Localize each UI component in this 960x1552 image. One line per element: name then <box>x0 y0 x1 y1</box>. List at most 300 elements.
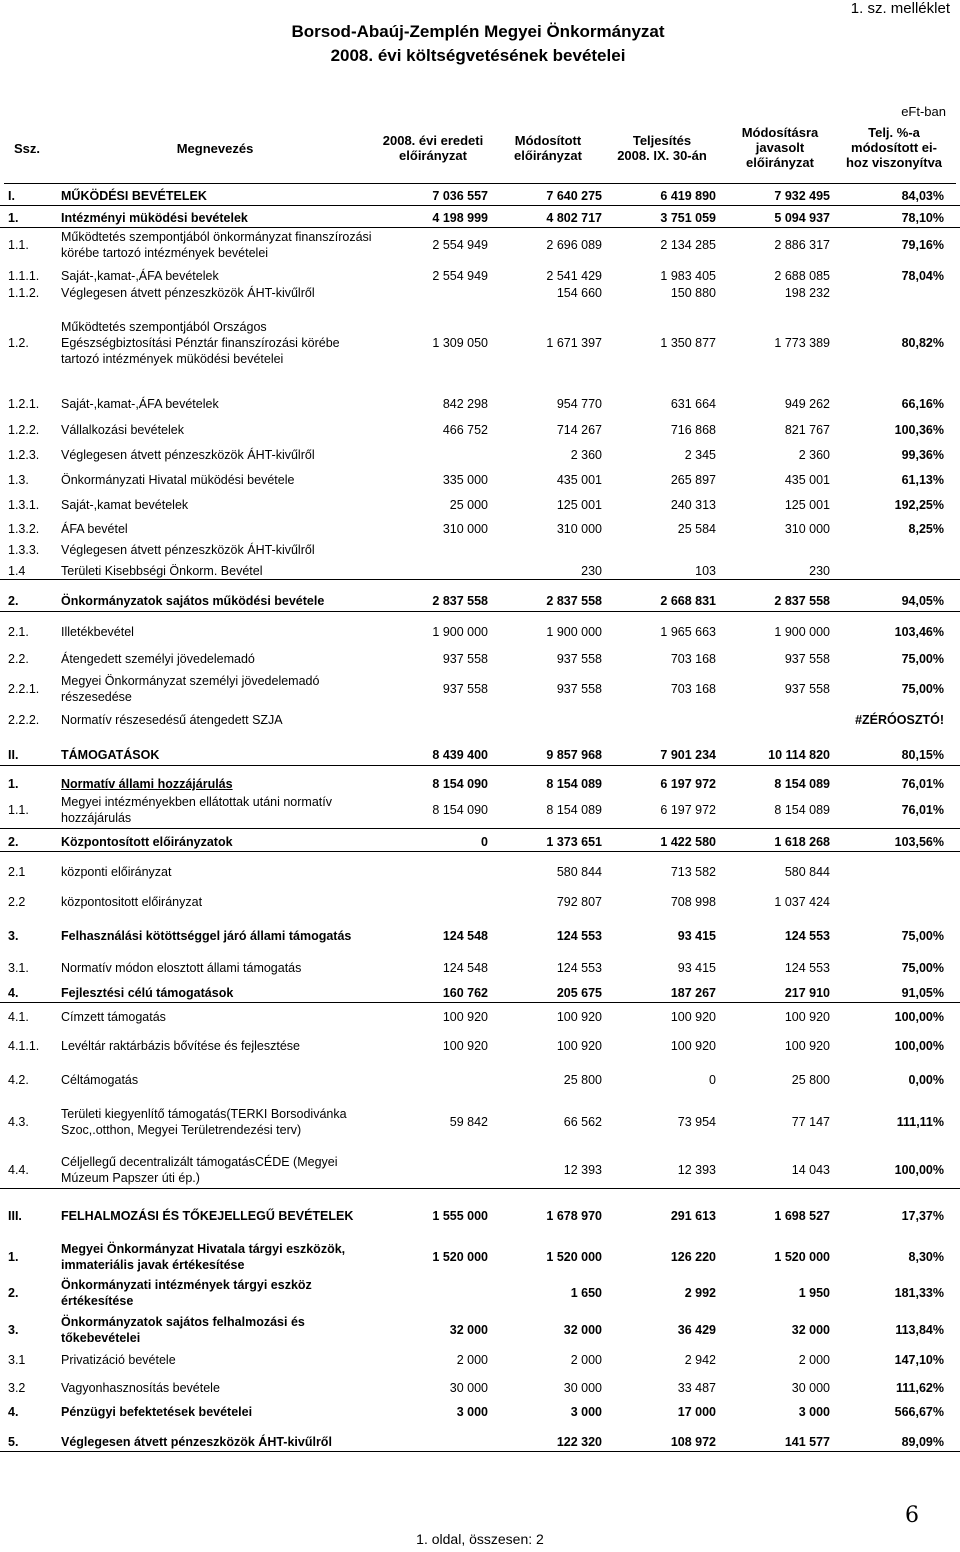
row-name: Fejlesztési célú támogatások <box>61 986 234 1000</box>
table-row <box>0 1275 960 1311</box>
performance-percent: 103,56% <box>894 835 944 849</box>
performance-percent: 181,33% <box>894 1286 944 1300</box>
table-row <box>0 209 960 228</box>
performance-percent: 89,09% <box>901 1435 944 1449</box>
proposed-estimate: 230 <box>809 564 830 578</box>
row-number: 1.2. <box>8 336 29 350</box>
proposed-estimate: 198 232 <box>784 286 830 300</box>
row-name: Önkormányzatok sajátos működési bevétele <box>61 594 325 608</box>
actual-performance: 100 920 <box>670 1039 716 1053</box>
row-number: 2.1. <box>8 625 29 639</box>
table-row <box>0 1403 960 1421</box>
performance-percent: 91,05% <box>901 986 944 1000</box>
modified-estimate: 2 541 429 <box>546 269 602 283</box>
table-row <box>0 1071 960 1089</box>
actual-performance: 291 613 <box>670 1209 716 1223</box>
row-name: Átengedett személyi jövedelemadó <box>61 652 255 666</box>
row-name: Véglegesen átvett pénzeszközök ÁHT-kivűlről <box>61 1435 332 1449</box>
actual-performance: 631 664 <box>670 397 716 411</box>
actual-performance: 7 901 234 <box>660 748 716 762</box>
actual-performance: 33 487 <box>677 1381 716 1395</box>
performance-percent: 147,10% <box>894 1353 944 1367</box>
row-number: 2. <box>8 594 19 608</box>
actual-performance: 2 992 <box>684 1286 716 1300</box>
original-estimate: 124 548 <box>442 961 488 975</box>
original-estimate: 8 154 090 <box>432 803 488 817</box>
modified-estimate: 954 770 <box>556 397 602 411</box>
table-row <box>0 471 960 489</box>
actual-performance: 6 197 972 <box>660 803 716 817</box>
modified-estimate: 122 320 <box>556 1435 602 1449</box>
actual-performance: 12 393 <box>677 1163 716 1177</box>
performance-percent: 100,36% <box>894 423 944 437</box>
performance-percent: 80,82% <box>901 336 944 350</box>
proposed-estimate: 949 262 <box>784 397 830 411</box>
table-row <box>0 520 960 538</box>
row-name: Működtetés szempontjából Országos Egészségbiztosítási Pénztár finanszírozási körébe tartozó intézmények müködési bevételei <box>61 320 340 366</box>
performance-percent: 8,30% <box>908 1250 944 1264</box>
actual-performance: 240 313 <box>670 498 716 512</box>
actual-performance: 2 942 <box>684 1353 716 1367</box>
proposed-estimate: 1 037 424 <box>774 895 830 909</box>
row-number: 2. <box>8 1286 19 1300</box>
modified-estimate: 1 671 397 <box>546 336 602 350</box>
modified-estimate: 1 520 000 <box>546 1250 602 1264</box>
modified-estimate: 1 678 970 <box>546 1209 602 1223</box>
row-name: Működtetés szempontjából önkormányzat finanszírozási körébe tartozó intézmények bevételei <box>61 230 372 260</box>
original-estimate: 937 558 <box>442 652 488 666</box>
table-row <box>0 496 960 514</box>
row-name: Saját-,kamat-,ÁFA bevételek <box>61 397 219 411</box>
row-name: Véglegesen átvett pénzeszközök ÁHT-kivűlről <box>61 543 315 557</box>
row-name: Pénzügyi befektetések bevételei <box>61 1405 253 1419</box>
row-name: Önkormányzati Hivatal müködési bevétele <box>61 473 295 487</box>
row-name: Vagyonhasznosítás bevétele <box>61 1381 220 1395</box>
row-number: 3. <box>8 1323 19 1337</box>
proposed-estimate: 310 000 <box>784 522 830 536</box>
original-estimate: 32 000 <box>449 1323 488 1337</box>
original-estimate: 100 920 <box>442 1039 488 1053</box>
modified-estimate: 2 696 089 <box>546 238 602 252</box>
proposed-estimate: 30 000 <box>791 1381 830 1395</box>
performance-percent: 99,36% <box>901 448 944 462</box>
row-name: TÁMOGATÁSOK <box>61 748 160 762</box>
original-estimate: 0 <box>481 835 488 849</box>
table-row <box>0 1152 960 1189</box>
column-header-name: Megnevezés <box>176 141 254 156</box>
row-number: 4.4. <box>8 1163 29 1177</box>
actual-performance: 187 267 <box>670 986 716 1000</box>
proposed-estimate: 217 910 <box>784 986 830 1000</box>
proposed-estimate: 124 553 <box>784 961 830 975</box>
proposed-estimate: 937 558 <box>784 682 830 696</box>
actual-performance: 2 134 285 <box>660 238 716 252</box>
performance-percent: 75,00% <box>901 929 944 943</box>
modified-estimate: 124 553 <box>556 961 602 975</box>
original-estimate: 100 920 <box>442 1010 488 1024</box>
actual-performance: 100 920 <box>670 1010 716 1024</box>
table-row <box>0 623 960 641</box>
row-name: központi előirányzat <box>61 865 172 879</box>
row-number: 3.2 <box>8 1381 26 1395</box>
actual-performance: 2 668 831 <box>660 594 716 608</box>
row-number: 4.1. <box>8 1010 29 1024</box>
performance-percent: 79,16% <box>901 238 944 252</box>
row-number: 3. <box>8 929 19 943</box>
modified-estimate: 8 154 089 <box>546 803 602 817</box>
row-name: Saját-,kamat bevételek <box>61 498 189 512</box>
row-name: Felhasználási kötöttséggel járó állami támogatás <box>61 929 352 943</box>
performance-percent: 113,84% <box>895 1323 944 1337</box>
row-name: központositott előirányzat <box>61 895 203 909</box>
row-number: 2.2. <box>8 652 29 666</box>
table-row <box>0 671 960 707</box>
table-row <box>0 833 960 852</box>
modified-estimate: 4 802 717 <box>546 211 602 225</box>
row-number: 2.2.1. <box>8 682 40 696</box>
actual-performance: 6 419 890 <box>660 189 716 203</box>
performance-percent: 75,00% <box>901 682 944 696</box>
row-name: MŰKÖDÉSI BEVÉTELEK <box>61 189 207 203</box>
actual-performance: 108 972 <box>670 1435 716 1449</box>
original-estimate: 4 198 999 <box>432 211 488 225</box>
row-name: Privatizáció bevétele <box>61 1353 176 1367</box>
actual-performance: 6 197 972 <box>660 777 716 791</box>
row-number: 1.1. <box>8 803 29 817</box>
unit-label: eFt-ban <box>901 104 946 119</box>
table-row <box>0 745 960 766</box>
row-name: Területi kiegyenlítő támogatás(TERKI Borsodivánka Szoc,.otthon, Megyei Területrendezési terv) <box>61 1107 347 1137</box>
row-name: Saját-,kamat-,ÁFA bevételek <box>61 269 219 283</box>
modified-estimate: 100 920 <box>556 1039 602 1053</box>
table-row <box>0 395 960 413</box>
column-header-modified: Módosított előirányzat <box>514 133 582 163</box>
table-row <box>0 187 960 206</box>
table-row <box>0 563 960 580</box>
actual-performance: 1 350 877 <box>660 336 716 350</box>
table-row <box>0 959 960 977</box>
performance-percent: 111,11% <box>896 1115 944 1129</box>
original-estimate: 8 439 400 <box>432 748 488 762</box>
row-number: 1.2.2. <box>8 423 40 437</box>
original-estimate: 2 837 558 <box>432 594 488 608</box>
original-estimate: 1 900 000 <box>432 625 488 639</box>
actual-performance: 150 880 <box>670 286 716 300</box>
table-row <box>0 1097 960 1147</box>
modified-estimate: 937 558 <box>556 652 602 666</box>
proposed-estimate: 2 000 <box>798 1353 830 1367</box>
row-name: Önkormányzati intézmények tárgyi eszköz értékesítése <box>61 1278 312 1308</box>
row-name: Központosított előirányzatok <box>61 835 233 849</box>
page-footer: 1. oldal, összesen: 2 <box>416 1531 544 1547</box>
table-row <box>0 1433 960 1452</box>
performance-percent: 76,01% <box>901 777 944 791</box>
document-subtitle: 2008. évi költségvetésének bevételei <box>330 46 626 65</box>
row-name: Megyei Önkormányzat személyi jövedelemadó részesedése <box>61 674 320 704</box>
proposed-estimate: 124 553 <box>784 929 830 943</box>
performance-percent: 75,00% <box>901 652 944 666</box>
row-number: I. <box>8 189 15 203</box>
document-title: Borsod-Abaúj-Zemplén Megyei Önkormányzat <box>291 22 665 41</box>
actual-performance: 103 <box>695 564 716 578</box>
modified-estimate: 937 558 <box>556 682 602 696</box>
table-row <box>0 1312 960 1348</box>
row-number: 1.1. <box>8 238 29 252</box>
original-estimate: 3 000 <box>456 1405 488 1419</box>
modified-estimate: 1 900 000 <box>546 625 602 639</box>
performance-percent: 0,00% <box>908 1073 944 1087</box>
actual-performance: 93 415 <box>677 961 716 975</box>
row-number: 3.1 <box>8 1353 26 1367</box>
table-row <box>0 1008 960 1026</box>
row-name: Címzett támogatás <box>61 1010 166 1024</box>
row-number: 1.1.1. <box>8 269 40 283</box>
row-number: 3.1. <box>8 961 29 975</box>
row-name: Megyei Önkormányzat Hivatala tárgyi eszközök, immateriális javak értékesítése <box>61 1242 346 1272</box>
modified-estimate: 2 837 558 <box>546 594 602 608</box>
proposed-estimate: 100 920 <box>784 1039 830 1053</box>
modified-estimate: 100 920 <box>556 1010 602 1024</box>
table-row <box>0 711 960 729</box>
original-estimate: 1 555 000 <box>432 1209 488 1223</box>
modified-estimate: 125 001 <box>556 498 602 512</box>
actual-performance: 703 168 <box>670 652 716 666</box>
performance-percent: 8,25% <box>908 522 944 536</box>
table-row <box>0 1198 960 1234</box>
row-number: 4. <box>8 986 19 1000</box>
table-row <box>0 542 960 558</box>
original-estimate: 160 762 <box>442 986 488 1000</box>
performance-percent: 75,00% <box>901 961 944 975</box>
row-number: 2.2 <box>8 895 26 909</box>
row-number: 1.3.1. <box>8 498 40 512</box>
row-number: III. <box>8 1209 22 1223</box>
proposed-estimate: 1 520 000 <box>774 1250 830 1264</box>
proposed-estimate: 2 886 317 <box>774 238 830 252</box>
modified-estimate: 435 001 <box>556 473 602 487</box>
original-estimate: 124 548 <box>442 929 488 943</box>
modified-estimate: 792 807 <box>556 895 602 909</box>
proposed-estimate: 435 001 <box>784 473 830 487</box>
proposed-estimate: 7 932 495 <box>774 189 830 203</box>
row-number: 4. <box>8 1405 19 1419</box>
modified-estimate: 1 373 651 <box>546 835 602 849</box>
actual-performance: 25 584 <box>677 522 716 536</box>
performance-percent: 100,00% <box>894 1163 944 1177</box>
modified-estimate: 25 800 <box>563 1073 602 1087</box>
performance-percent: 100,00% <box>894 1039 944 1053</box>
proposed-estimate: 8 154 089 <box>774 803 830 817</box>
original-estimate: 842 298 <box>442 397 488 411</box>
original-estimate: 466 752 <box>442 423 488 437</box>
actual-performance: 126 220 <box>670 1250 716 1264</box>
table-row <box>0 1037 960 1055</box>
original-estimate: 2 554 949 <box>432 269 488 283</box>
row-name: Intézményi müködési bevételek <box>61 211 248 225</box>
modified-estimate: 32 000 <box>563 1323 602 1337</box>
row-number: 2.2.2. <box>8 713 40 727</box>
table-row <box>0 1239 960 1275</box>
modified-estimate: 8 154 089 <box>546 777 602 791</box>
original-estimate: 310 000 <box>442 522 488 536</box>
proposed-estimate: 2 837 558 <box>774 594 830 608</box>
table-row <box>0 268 960 284</box>
row-name: FELHALMOZÁSI ÉS TŐKEJELLEGŰ BEVÉTELEK <box>61 1209 354 1223</box>
proposed-estimate: 2 360 <box>798 448 830 462</box>
row-name: Normatív részesedésű átengedett SZJA <box>61 713 283 727</box>
proposed-estimate: 8 154 089 <box>774 777 830 791</box>
performance-percent: 192,25% <box>894 498 944 512</box>
actual-performance: 93 415 <box>677 929 716 943</box>
original-estimate: 59 842 <box>449 1115 488 1129</box>
performance-percent: 80,15% <box>901 748 944 762</box>
performance-percent: 566,67% <box>894 1405 944 1419</box>
proposed-estimate: 1 950 <box>798 1286 830 1300</box>
proposed-estimate: 100 920 <box>784 1010 830 1024</box>
row-number: 1.1.2. <box>8 286 40 300</box>
modified-estimate: 2 360 <box>570 448 602 462</box>
proposed-estimate: 2 688 085 <box>774 269 830 283</box>
row-number: 1. <box>8 777 19 791</box>
original-estimate: 30 000 <box>449 1381 488 1395</box>
actual-performance: 17 000 <box>677 1405 716 1419</box>
actual-performance: 3 751 059 <box>660 211 716 225</box>
row-number: 1.4 <box>8 564 26 578</box>
performance-percent: 61,13% <box>901 473 944 487</box>
column-header-ssz: Ssz. <box>13 141 40 156</box>
table-row <box>0 650 960 668</box>
original-estimate: 8 154 090 <box>432 777 488 791</box>
performance-percent: 84,03% <box>901 189 944 203</box>
modified-estimate: 205 675 <box>556 986 602 1000</box>
actual-performance: 73 954 <box>677 1115 716 1129</box>
proposed-estimate: 77 147 <box>791 1115 830 1129</box>
actual-performance: 713 582 <box>670 865 716 879</box>
table-row <box>0 893 960 911</box>
row-name: Vállalkozási bevételek <box>61 423 184 437</box>
original-estimate: 7 036 557 <box>432 189 488 203</box>
performance-percent: 100,00% <box>894 1010 944 1024</box>
performance-percent: 111,62% <box>896 1381 944 1395</box>
actual-performance: 716 868 <box>670 423 716 437</box>
row-name: Önkormányzatok sajátos felhalmozási és tőkebevételei <box>61 1315 305 1345</box>
column-header-original: 2008. évi eredeti előirányzat <box>382 133 484 163</box>
modified-estimate: 310 000 <box>556 522 602 536</box>
original-estimate: 937 558 <box>442 682 488 696</box>
proposed-estimate: 1 618 268 <box>774 835 830 849</box>
original-estimate: 1 309 050 <box>432 336 488 350</box>
proposed-estimate: 821 767 <box>784 423 830 437</box>
table-row <box>0 775 960 793</box>
row-number: II. <box>8 748 19 762</box>
annex-label: 1. sz. melléklet <box>850 0 950 17</box>
actual-performance: 36 429 <box>677 1323 716 1337</box>
modified-estimate: 1 650 <box>570 1286 602 1300</box>
table-row <box>0 1351 960 1369</box>
original-estimate: 1 520 000 <box>432 1250 488 1264</box>
original-estimate: 2 554 949 <box>432 238 488 252</box>
proposed-estimate: 937 558 <box>784 652 830 666</box>
row-name: Normatív állami hozzájárulás <box>61 777 233 791</box>
row-name: ÁFA bevétel <box>61 522 128 536</box>
row-number: 2. <box>8 835 19 849</box>
row-number: 5. <box>8 1435 19 1449</box>
row-number: 1. <box>8 1250 19 1264</box>
modified-estimate: 580 844 <box>556 865 602 879</box>
performance-percent: 94,05% <box>901 594 944 608</box>
actual-performance: 0 <box>709 1073 716 1087</box>
modified-estimate: 2 000 <box>570 1353 602 1367</box>
proposed-estimate: 5 094 937 <box>774 211 830 225</box>
table-row <box>0 421 960 439</box>
modified-estimate: 7 640 275 <box>546 189 602 203</box>
performance-percent: 76,01% <box>901 803 944 817</box>
row-name: Illetékbevétel <box>61 625 134 639</box>
actual-performance: 2 345 <box>684 448 716 462</box>
proposed-estimate: 141 577 <box>784 1435 830 1449</box>
modified-estimate: 66 562 <box>563 1115 602 1129</box>
performance-percent: 103,46% <box>894 625 944 639</box>
row-name: Céltámogatás <box>61 1073 139 1087</box>
table-row <box>0 792 960 829</box>
modified-estimate: 714 267 <box>556 423 602 437</box>
row-number: 1.2.1. <box>8 397 40 411</box>
row-number: 2.1 <box>8 865 26 879</box>
header-divider <box>4 183 956 184</box>
actual-performance: 703 168 <box>670 682 716 696</box>
original-estimate: 335 000 <box>442 473 488 487</box>
row-name: Normatív módon elosztott állami támogatás <box>61 961 302 975</box>
proposed-estimate: 1 900 000 <box>774 625 830 639</box>
modified-estimate: 3 000 <box>570 1405 602 1419</box>
row-name: Céljellegű decentralizált támogatásCÉDE (Megyei Múzeum Papszer úti ép.) <box>61 1155 338 1185</box>
column-header-proposed: Módosításra javasolt előirányzat <box>741 125 819 170</box>
row-number: 1.3. <box>8 473 29 487</box>
modified-estimate: 154 660 <box>556 286 602 300</box>
proposed-estimate: 3 000 <box>798 1405 830 1419</box>
page-number: 6 <box>905 1503 919 1528</box>
row-name: Levéltár raktárbázis bővítése és fejlesztése <box>61 1039 301 1053</box>
modified-estimate: 230 <box>581 564 602 578</box>
actual-performance: 265 897 <box>670 473 716 487</box>
modified-estimate: 9 857 968 <box>546 748 602 762</box>
row-number: 1.3.3. <box>8 543 40 557</box>
performance-percent: 78,10% <box>901 211 944 225</box>
proposed-estimate: 10 114 820 <box>768 748 830 762</box>
proposed-estimate: 125 001 <box>784 498 830 512</box>
modified-estimate: 12 393 <box>563 1163 602 1177</box>
table-row <box>0 1379 960 1397</box>
proposed-estimate: 1 698 527 <box>774 1209 830 1223</box>
modified-estimate: 124 553 <box>556 929 602 943</box>
table-row <box>0 591 960 612</box>
row-number: 1.3.2. <box>8 522 40 536</box>
row-name: Megyei intézményekben ellátottak utáni normatív hozzájárulás <box>61 795 332 825</box>
row-name: Véglegesen átvett pénzeszközök ÁHT-kivűlről <box>61 286 315 300</box>
actual-performance: 1 965 663 <box>660 625 716 639</box>
table-row <box>0 285 960 301</box>
table-row <box>0 984 960 1003</box>
actual-performance: 708 998 <box>670 895 716 909</box>
actual-performance: 1 422 580 <box>660 835 716 849</box>
modified-estimate: 30 000 <box>563 1381 602 1395</box>
table-row <box>0 918 960 954</box>
row-number: 1.2.3. <box>8 448 40 462</box>
row-number: 4.3. <box>8 1115 29 1129</box>
row-number: 4.2. <box>8 1073 29 1087</box>
proposed-estimate: 32 000 <box>791 1323 830 1337</box>
column-header-percent: Telj. %-a módosított ei- hoz viszonyítva <box>845 125 943 170</box>
